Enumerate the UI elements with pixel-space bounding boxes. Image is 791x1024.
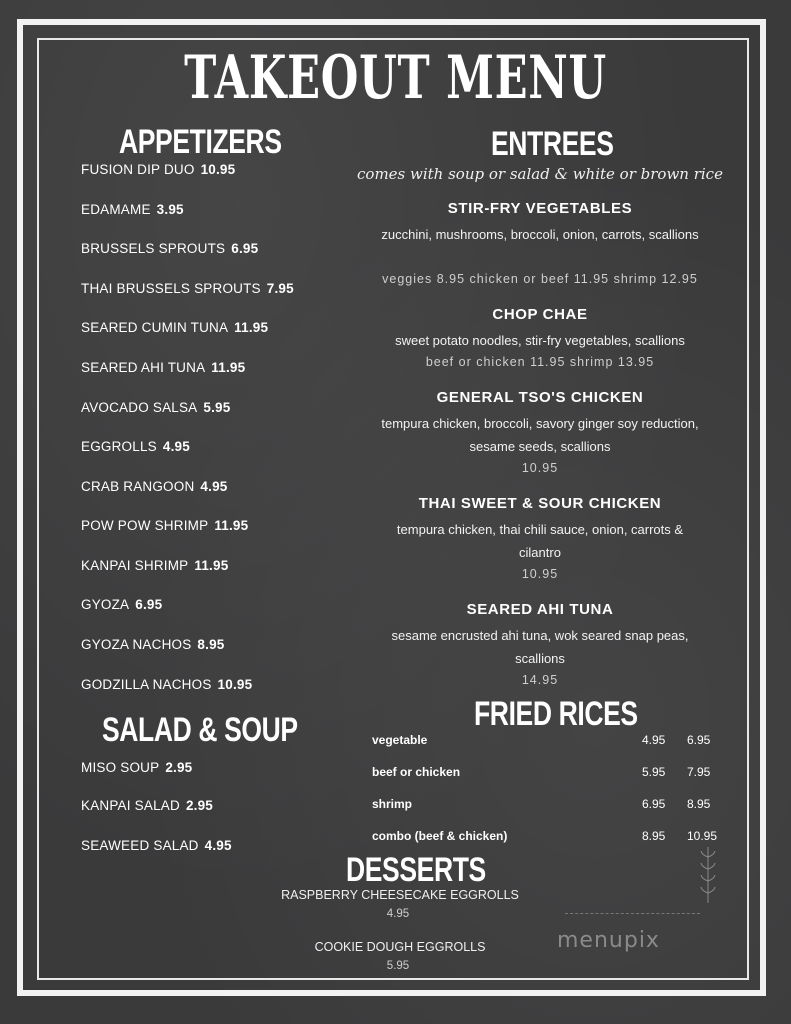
appetizers-heading: APPETIZERS [119,123,282,161]
fried-rice-row [372,733,717,751]
appetizer-item: KANPAI SHRIMP 11.95 [81,558,229,573]
appetizer-item: GYOZA 6.95 [81,597,163,612]
entree-name: SEARED AHI TUNA [466,601,614,618]
salad-soup-item: MISO SOUP 2.95 [81,760,193,775]
entree-description: zucchini, mushrooms, broccoli, onion, carrots, scallions [381,227,699,242]
fried-rice-price-large: 6.95 [687,733,711,747]
dessert-name: COOKIE DOUGH EGGROLLS [314,940,486,954]
dessert-price: 5.95 [386,960,410,972]
leaf-sprig-icon [700,845,716,905]
entree-description: sesame encrusted ahi tuna, wok seared snap peas, scallions [391,628,689,666]
entrees-subtitle: comes with soup or salad & white or brown rice [357,165,723,183]
salad-soup-item: SEAWEED SALAD 4.95 [81,838,232,853]
dessert-name: RASPBERRY CHEESECAKE EGGROLLS [281,888,519,902]
entree-name: CHOP CHAE [492,306,588,323]
fried-rice-row [372,829,717,847]
desserts-heading: DESSERTS [346,851,486,889]
appetizer-item: AVOCADO SALSA 5.95 [81,400,231,415]
appetizer-item: POW POW SHRIMP 11.95 [81,518,249,533]
fried-rice-price-small: 4.95 [642,733,666,747]
entree-price: 10.95 [521,461,559,475]
fried-rice-name: combo (beef & chicken) [372,829,508,843]
appetizer-item: THAI BRUSSELS SPROUTS 7.95 [81,281,294,296]
menu-title: TAKEOUT MENU [184,43,607,113]
fried-rice-price-large: 7.95 [687,765,711,779]
entree-description: tempura chicken, thai chili sauce, onion, carrots & cilantro [396,522,684,560]
fried-rice-name: vegetable [372,733,428,747]
appetizer-item: EGGROLLS 4.95 [81,439,190,454]
watermark-divider [565,913,700,914]
fried-rice-row [372,765,717,783]
fried-rice-price-small: 8.95 [642,829,666,843]
entrees-heading: ENTREES [491,125,614,163]
entree-name: GENERAL TSO'S CHICKEN [436,389,644,406]
fried-rice-name: beef or chicken [372,765,461,779]
fried-rices-heading: FRIED RICES [474,695,638,733]
entree-price: 14.95 [521,673,559,687]
entree-name: STIR-FRY VEGETABLES [447,200,633,217]
dessert-price: 4.95 [386,908,410,920]
fried-rice-price-small: 5.95 [642,765,666,779]
fried-rice-name: shrimp [372,797,413,811]
fried-rice-price-small: 6.95 [642,797,666,811]
entree-description: sweet potato noodles, stir-fry vegetables, scallions [395,333,685,348]
fried-rice-price-large: 8.95 [687,797,711,811]
appetizer-item: SEARED CUMIN TUNA 11.95 [81,320,269,335]
entree-description: tempura chicken, broccoli, savory ginger soy reduction, sesame seeds, scallions [381,416,699,454]
fried-rice-row [372,797,717,815]
appetizer-item: GYOZA NACHOS 8.95 [81,637,225,652]
entree-price: 10.95 [521,567,559,581]
appetizer-item: SEARED AHI TUNA 11.95 [81,360,246,375]
fried-rice-price-large: 10.95 [687,829,718,843]
salad-soup-item: KANPAI SALAD 2.95 [81,798,214,813]
appetizer-item: FUSION DIP DUO 10.95 [81,162,236,177]
entree-price: beef or chicken 11.95 shrimp 13.95 [425,355,655,369]
salad-soup-heading: SALAD & SOUP [102,711,298,749]
appetizer-item: CRAB RANGOON 4.95 [81,479,228,494]
entree-price: veggies 8.95 chicken or beef 11.95 shrimp 12.95 [382,272,698,286]
menupix-watermark: menupix [557,928,660,953]
entree-name: THAI SWEET & SOUR CHICKEN [418,495,662,512]
appetizer-item: BRUSSELS SPROUTS 6.95 [81,241,259,256]
appetizer-item: GODZILLA NACHOS 10.95 [81,677,253,692]
appetizer-item: EDAMAME 3.95 [81,202,184,217]
